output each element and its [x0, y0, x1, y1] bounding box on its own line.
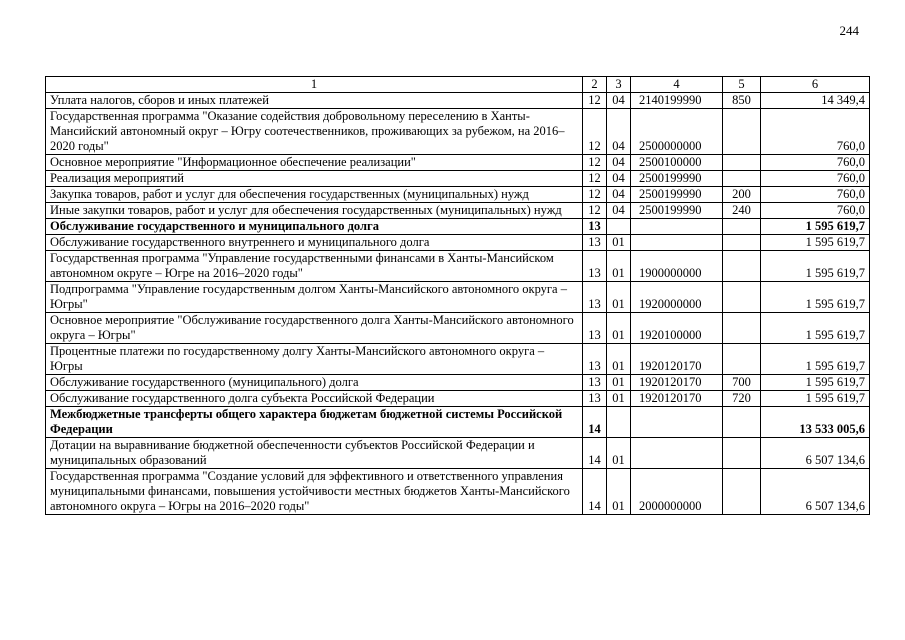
row-subsection-code: 01 [607, 344, 631, 375]
table-row [46, 313, 870, 344]
row-amount: 1 595 619,7 [761, 375, 870, 391]
row-subsection-code: 01 [607, 438, 631, 469]
table-row [46, 375, 870, 391]
table-row [46, 203, 870, 219]
row-section-code: 13 [583, 235, 607, 251]
row-expense-type [723, 407, 761, 438]
row-target-article: 2500100000 [631, 155, 723, 171]
table-header-row [46, 77, 870, 93]
table-row [46, 187, 870, 203]
row-target-article: 2500000000 [631, 109, 723, 155]
row-target-article: 2500199990 [631, 203, 723, 219]
row-name: Обслуживание государственного долга субъекта Российской Федерации [46, 391, 583, 407]
row-subsection-code [607, 407, 631, 438]
row-amount: 1 595 619,7 [761, 313, 870, 344]
row-expense-type [723, 235, 761, 251]
row-expense-type [723, 344, 761, 375]
row-subsection-code: 04 [607, 93, 631, 109]
row-name: Основное мероприятие "Обслуживание государственного долга Ханты-Мансийского автономного округа – Югры" [46, 313, 583, 344]
row-expense-type [723, 251, 761, 282]
row-name: Государственная программа "Создание условий для эффективного и ответственного управления муниципальными финансами, повышения устойчивости местных бюджетов Ханты-Мансийского автономного округа – Югры на 2016–2020 годы" [46, 469, 583, 515]
row-subsection-code [607, 219, 631, 235]
row-section-code: 12 [583, 203, 607, 219]
row-section-code: 14 [583, 438, 607, 469]
row-subsection-code: 01 [607, 251, 631, 282]
row-section-code: 13 [583, 391, 607, 407]
row-target-article: 1900000000 [631, 251, 723, 282]
row-amount: 760,0 [761, 187, 870, 203]
row-expense-type [723, 313, 761, 344]
row-name: Подпрограмма "Управление государственным долгом Ханты-Мансийского автономного округа – Югры" [46, 282, 583, 313]
row-name: Обслуживание государственного внутреннего и муниципального долга [46, 235, 583, 251]
row-name: Уплата налогов, сборов и иных платежей [46, 93, 583, 109]
row-target-article [631, 219, 723, 235]
table-row [46, 219, 870, 235]
row-name: Процентные платежи по государственному долгу Ханты-Мансийского автономного округа – Югры [46, 344, 583, 375]
row-amount: 760,0 [761, 203, 870, 219]
row-target-article [631, 235, 723, 251]
row-amount: 6 507 134,6 [761, 469, 870, 515]
page-number: 244 [839, 23, 859, 38]
row-target-article: 1920000000 [631, 282, 723, 313]
row-subsection-code: 01 [607, 313, 631, 344]
row-section-code: 14 [583, 469, 607, 515]
table-row [46, 344, 870, 375]
row-target-article: 1920120170 [631, 344, 723, 375]
column-header: 6 [761, 77, 870, 93]
row-target-article [631, 438, 723, 469]
row-subsection-code: 04 [607, 109, 631, 155]
row-amount: 760,0 [761, 155, 870, 171]
table-row [46, 407, 870, 438]
row-name: Государственная программа "Оказание содействия добровольному переселению в Ханты-Мансийский автономный округ – Югру соотечественников, проживающих за рубежом, на 2016–2020 годы" [46, 109, 583, 155]
row-amount: 1 595 619,7 [761, 219, 870, 235]
row-section-code: 12 [583, 93, 607, 109]
row-subsection-code: 01 [607, 375, 631, 391]
budget-table [45, 76, 870, 515]
column-header: 5 [723, 77, 761, 93]
row-amount: 760,0 [761, 109, 870, 155]
row-amount: 1 595 619,7 [761, 282, 870, 313]
row-section-code: 13 [583, 313, 607, 344]
row-subsection-code: 01 [607, 469, 631, 515]
row-section-code: 13 [583, 251, 607, 282]
table-row [46, 438, 870, 469]
row-target-article: 2500199990 [631, 171, 723, 187]
row-expense-type: 200 [723, 187, 761, 203]
row-name: Обслуживание государственного (муниципального) долга [46, 375, 583, 391]
row-expense-type: 700 [723, 375, 761, 391]
row-amount: 1 595 619,7 [761, 251, 870, 282]
row-subsection-code: 04 [607, 203, 631, 219]
row-target-article: 2500199990 [631, 187, 723, 203]
row-section-code: 12 [583, 109, 607, 155]
row-subsection-code: 01 [607, 235, 631, 251]
table-row [46, 469, 870, 515]
table-row [46, 251, 870, 282]
table-row [46, 109, 870, 155]
row-expense-type [723, 171, 761, 187]
row-expense-type [723, 469, 761, 515]
column-header: 4 [631, 77, 723, 93]
row-expense-type: 240 [723, 203, 761, 219]
row-subsection-code: 04 [607, 171, 631, 187]
table-row [46, 235, 870, 251]
row-expense-type [723, 109, 761, 155]
row-target-article: 2140199990 [631, 93, 723, 109]
row-target-article: 1920120170 [631, 391, 723, 407]
row-section-code: 12 [583, 155, 607, 171]
row-target-article [631, 407, 723, 438]
row-expense-type [723, 438, 761, 469]
row-section-code: 13 [583, 344, 607, 375]
row-name: Закупка товаров, работ и услуг для обеспечения государственных (муниципальных) нужд [46, 187, 583, 203]
table-row [46, 171, 870, 187]
table-row [46, 155, 870, 171]
row-section-code: 13 [583, 282, 607, 313]
row-subsection-code: 04 [607, 187, 631, 203]
row-subsection-code: 01 [607, 282, 631, 313]
row-amount: 1 595 619,7 [761, 235, 870, 251]
column-header: 2 [583, 77, 607, 93]
row-section-code: 14 [583, 407, 607, 438]
row-expense-type [723, 219, 761, 235]
column-header: 1 [46, 77, 583, 93]
row-amount: 760,0 [761, 171, 870, 187]
row-expense-type: 720 [723, 391, 761, 407]
row-expense-type [723, 155, 761, 171]
row-section-code: 12 [583, 171, 607, 187]
row-expense-type [723, 282, 761, 313]
row-name: Государственная программа "Управление государственными финансами в Ханты-Мансийском автономном округе – Югре на 2016–2020 годы" [46, 251, 583, 282]
row-target-article: 1920100000 [631, 313, 723, 344]
row-name: Основное мероприятие "Информационное обеспечение реализации" [46, 155, 583, 171]
row-name: Иные закупки товаров, работ и услуг для обеспечения государственных (муниципальных) нужд [46, 203, 583, 219]
row-expense-type: 850 [723, 93, 761, 109]
row-section-code: 13 [583, 219, 607, 235]
column-header: 3 [607, 77, 631, 93]
table-row [46, 93, 870, 109]
row-name: Дотации на выравнивание бюджетной обеспеченности субъектов Российской Федерации и муниципальных образований [46, 438, 583, 469]
row-amount: 6 507 134,6 [761, 438, 870, 469]
row-subsection-code: 01 [607, 391, 631, 407]
row-name: Обслуживание государственного и муниципального долга [46, 219, 583, 235]
row-amount: 14 349,4 [761, 93, 870, 109]
row-name: Межбюджетные трансферты общего характера бюджетам бюджетной системы Российской Федерации [46, 407, 583, 438]
row-target-article: 2000000000 [631, 469, 723, 515]
table-row [46, 282, 870, 313]
row-name: Реализация мероприятий [46, 171, 583, 187]
row-subsection-code: 04 [607, 155, 631, 171]
row-amount: 13 533 005,6 [761, 407, 870, 438]
row-target-article: 1920120170 [631, 375, 723, 391]
row-section-code: 12 [583, 187, 607, 203]
table-row [46, 391, 870, 407]
row-amount: 1 595 619,7 [761, 391, 870, 407]
row-section-code: 13 [583, 375, 607, 391]
row-amount: 1 595 619,7 [761, 344, 870, 375]
